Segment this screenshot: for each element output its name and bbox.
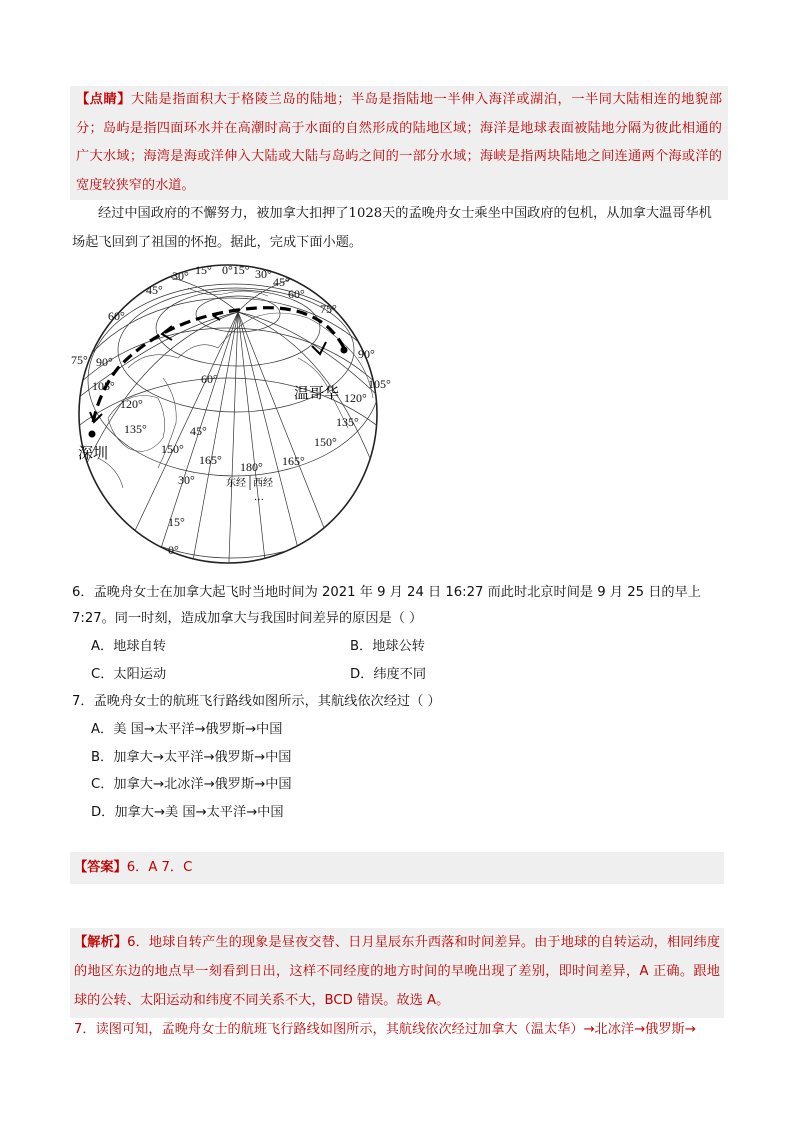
lon-label: 45° bbox=[146, 283, 163, 297]
q7-option-b[interactable]: B．加拿大→太平洋→俄罗斯→中国 bbox=[91, 750, 292, 765]
q7-option-a[interactable]: A．美 国→太平洋→俄罗斯→中国 bbox=[91, 722, 283, 737]
tip-box bbox=[70, 86, 728, 200]
q6-option-d[interactable]: D．纬度不同 bbox=[350, 667, 427, 682]
answer-text: 6．A 7．C bbox=[126, 860, 193, 875]
lon-label: 75° bbox=[71, 353, 88, 367]
dots-label: … bbox=[254, 492, 264, 503]
lon-label: 30° bbox=[255, 267, 272, 281]
lat-label: 15° bbox=[168, 515, 185, 529]
lon-label: 150° bbox=[161, 442, 184, 456]
lon-label: 60° bbox=[288, 287, 305, 301]
q6-option-b[interactable]: B．地球公转 bbox=[350, 639, 425, 654]
tip-text: 大陆是指面积大于格陵兰岛的陆地；半岛是指陆地一半伸入海洋或湖泊，一半同大陆相连的地貌部分；岛屿是指四面环水并在高潮时高于水面的自然形成的陆地区域；海洋是地球表面被陆地分隔为彼此相通的广大水域；海湾是海或洋伸入大陆或大陆与岛屿之间的一部分水域；海峡是指两块陆地之间连通两个海或洋的宽度较狭窄的水道。 bbox=[76, 92, 723, 193]
tip-paragraph bbox=[72, 86, 726, 200]
q7-option-d[interactable]: D．加拿大→美 国→太平洋→中国 bbox=[91, 805, 284, 820]
lon-label: 165° bbox=[199, 453, 222, 467]
explanation-text-1: 6．地球自转产生的现象是昼夜交替、日月星辰东升西落和时间差异。由于地球的自转运动，相同纬度的地区东边的地点早一刻看到日出，这样不同经度的地方时间的早晚出现了差别，即时间差异，A 正确。跟地球的公转、太阳运动和纬度不同关系不大，BCD 错误。故选 A。 bbox=[74, 935, 721, 1008]
lon-label: 90° bbox=[96, 355, 113, 369]
city-shenzhen-label: 深圳 bbox=[78, 446, 109, 462]
q6-option-c[interactable]: C．太阳运动 bbox=[91, 667, 167, 682]
explanation-label: 【解析】 bbox=[74, 935, 128, 950]
lon-label: 135° bbox=[336, 415, 359, 429]
q7-stem: 7．孟晚舟女士的航班飞行路线如图所示，其航线依次经过（ ） bbox=[72, 694, 441, 709]
lon-label: 75° bbox=[320, 302, 337, 316]
lon-label: 180° bbox=[240, 460, 263, 474]
lon-label: 90° bbox=[358, 347, 375, 361]
q6-stem-line1: 6．孟晚舟女士在加拿大起飞时当地时间为 2021 年 9 月 24 日 16:27 而此时北京时间是 9 月 25 日的早上 bbox=[72, 585, 701, 600]
tip-label: 【点睛】 bbox=[76, 92, 132, 107]
lon-label: 135° bbox=[124, 422, 147, 436]
lon-label: 15° bbox=[195, 263, 212, 277]
intro-paragraph: 经过中国政府的不懈努力，被加拿大扣押了1028天的孟晚舟女士乘坐中国政府的包机，从加拿大温哥华机场起飞回到了祖国的怀抱。据此，完成下面小题。 bbox=[72, 206, 712, 250]
city-vancouver-label: 温哥华 bbox=[294, 386, 340, 402]
answer-box bbox=[70, 852, 724, 884]
lon-label: 105° bbox=[368, 377, 391, 391]
east-longitude-label: 东经 bbox=[226, 478, 246, 489]
lon-label: 30° bbox=[172, 269, 189, 283]
lon-label: 105° bbox=[92, 379, 115, 393]
lon-label: 150° bbox=[314, 435, 337, 449]
lat-label: 30° bbox=[178, 473, 195, 487]
lat-label: 0° bbox=[168, 543, 179, 557]
shenzhen-marker bbox=[89, 431, 96, 438]
lat-label: 60° bbox=[201, 372, 218, 386]
lon-label: 60° bbox=[108, 309, 125, 323]
lon-label: 120° bbox=[344, 391, 367, 405]
answer-label: 【答案】 bbox=[74, 860, 127, 875]
lon-label: 45° bbox=[273, 275, 290, 289]
vancouver-marker bbox=[341, 347, 348, 354]
q6-stem-line2: 7:27。同一时刻，造成加拿大与我国时间差异的原因是（ ） bbox=[72, 611, 423, 626]
lon-label: 165° bbox=[282, 454, 305, 468]
west-longitude-label: 西经 bbox=[253, 478, 273, 489]
explanation-text-2: 7．读图可知，孟晚舟女士的航班飞行路线如图所示，其航线依次经过加拿大（温太华）→北冰洋→俄罗斯→ bbox=[74, 1022, 696, 1037]
q6-option-a[interactable]: A．地球自转 bbox=[91, 639, 166, 654]
globe-map bbox=[68, 258, 391, 578]
lat-label: 45° bbox=[190, 424, 207, 438]
answer-line bbox=[74, 858, 192, 878]
lon-label: 120° bbox=[120, 397, 143, 411]
lon-label: 0°15° bbox=[222, 263, 250, 277]
q7-option-c[interactable]: C．加拿大→北冰洋→俄罗斯→中国 bbox=[91, 777, 292, 792]
explanation-box bbox=[70, 928, 724, 1037]
explanation-para-1 bbox=[70, 928, 724, 1015]
